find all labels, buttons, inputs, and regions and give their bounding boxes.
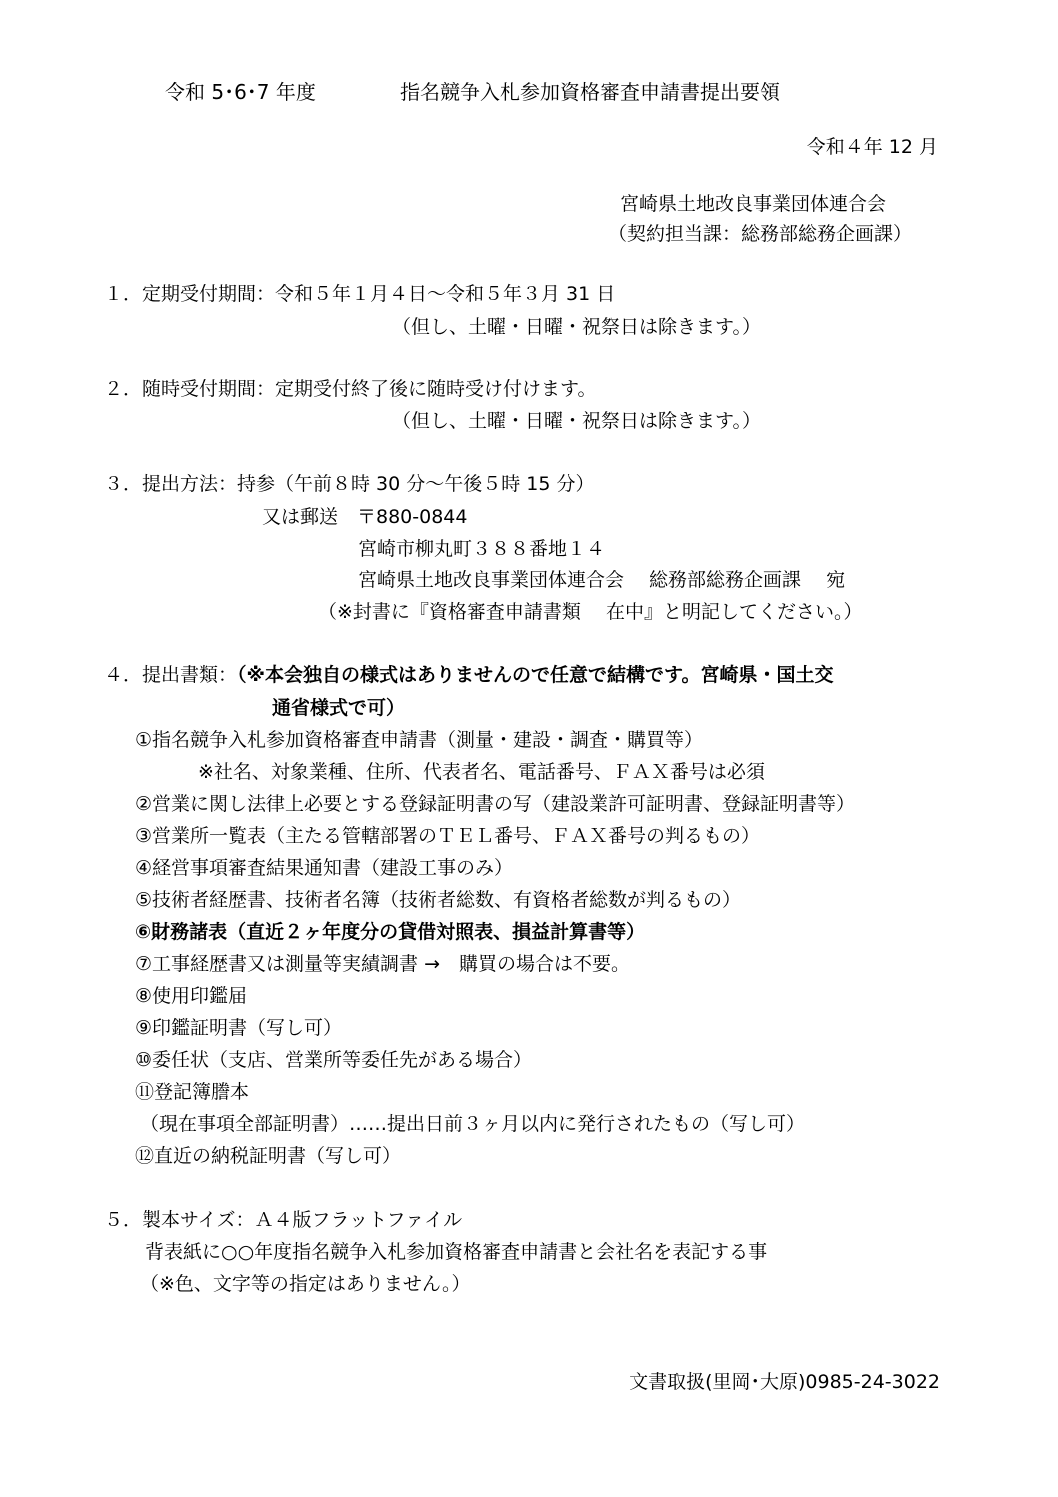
document-item-5: ⑤技術者経歴書、技術者名簿（技術者総数、有資格者総数が判るもの） — [135, 889, 742, 911]
document-item-2: ②営業に関し法律上必要とする登録証明書の写（建設業許可証明書、登録証明書等） — [135, 793, 856, 815]
section-4-heading-note-cont: 通省様式で可） — [272, 697, 406, 719]
organization-name: 宮崎県土地改良事業団体連合会 — [620, 193, 887, 215]
section-5-line-2: （※色、文字等の指定はありません。） — [140, 1273, 471, 1295]
section-1-note: （但し、土曜・日曜・祝祭日は除きます。） — [392, 316, 761, 338]
section-3-note: （※封書に『資格審査申請書類 在中』と明記してください。） — [318, 601, 863, 623]
document-item-4: ④経営事項審査結果通知書（建設工事のみ） — [135, 857, 514, 879]
section-4-heading — [104, 663, 833, 687]
section-2-note: （但し、土曜・日曜・祝祭日は除きます。） — [392, 410, 761, 432]
document-item-8: ⑧使用印鑑届 — [135, 985, 248, 1007]
section-3-heading: ３．提出方法：持参（午前８時 30 分～午後５時 15 分） — [104, 473, 595, 495]
section-3-mail: 又は郵送 〒880-0844 — [262, 506, 468, 528]
issue-date: 令和４年 12 月 — [806, 136, 938, 158]
document-item-6: ⑥財務諸表（直近２ヶ年度分の貸借対照表、損益計算書等） — [135, 921, 646, 943]
section-5-line-1: 背表紙に○○年度指名競争入札参加資格審査申請書と会社名を表記する事 — [145, 1241, 768, 1263]
section-2-heading: ２．随時受付期間：定期受付終了後に随時受け付けます。 — [104, 378, 597, 400]
section-3-address: 宮崎市柳丸町３８８番地１４ — [358, 538, 606, 560]
section-3-recipient: 宮崎県土地改良事業団体連合会 総務部総務企画課 宛 — [358, 569, 846, 591]
document-item-1: ①指名競争入札参加資格審査申請書（測量・建設・調査・購買等） — [135, 729, 704, 751]
document-item-3: ③営業所一覧表（主たる管轄部署のＴＥＬ番号、ＦＡＸ番号の判るもの） — [135, 825, 761, 847]
document-item-7: ⑦工事経歴書又は測量等実績調書 → 購買の場合は不要。 — [135, 953, 630, 975]
document-item-1-note: ※社名、対象業種、住所、代表者名、電話番号、ＦＡＸ番号は必須 — [198, 761, 765, 783]
section-5-heading: ５．製本サイズ：Ａ４版フラットファイル — [104, 1209, 463, 1231]
document-item-10: ⑩委任状（支店、営業所等委任先がある場合） — [135, 1049, 533, 1071]
document-item-12: ⑫直近の納税証明書（写し可） — [135, 1145, 402, 1167]
section-4-heading-note: （※本会独自の様式はありませんので任意で結構です。宮崎県・国土交 — [237, 664, 834, 686]
section-4-heading-label: ４．提出書類： — [104, 664, 238, 686]
document-item-11-note: （現在事項全部証明書）……提出日前３ヶ月以内に発行されたもの（写し可） — [140, 1113, 806, 1135]
contact-info: 文書取扱(里岡･大原)0985-24-3022 — [629, 1371, 940, 1393]
document-item-11: ⑪登記簿謄本 — [135, 1081, 250, 1103]
document-title-year: 令和 5･6･7 年度 — [165, 80, 316, 104]
organization-section: （契約担当課：総務部総務企画課） — [608, 223, 913, 245]
document-title: 指名競争入札参加資格審査申請書提出要領 — [400, 80, 780, 104]
section-1-heading: １．定期受付期間：令和５年１月４日～令和５年３月 31 日 — [104, 283, 616, 305]
document-item-9: ⑨印鑑証明書（写し可） — [135, 1017, 343, 1039]
